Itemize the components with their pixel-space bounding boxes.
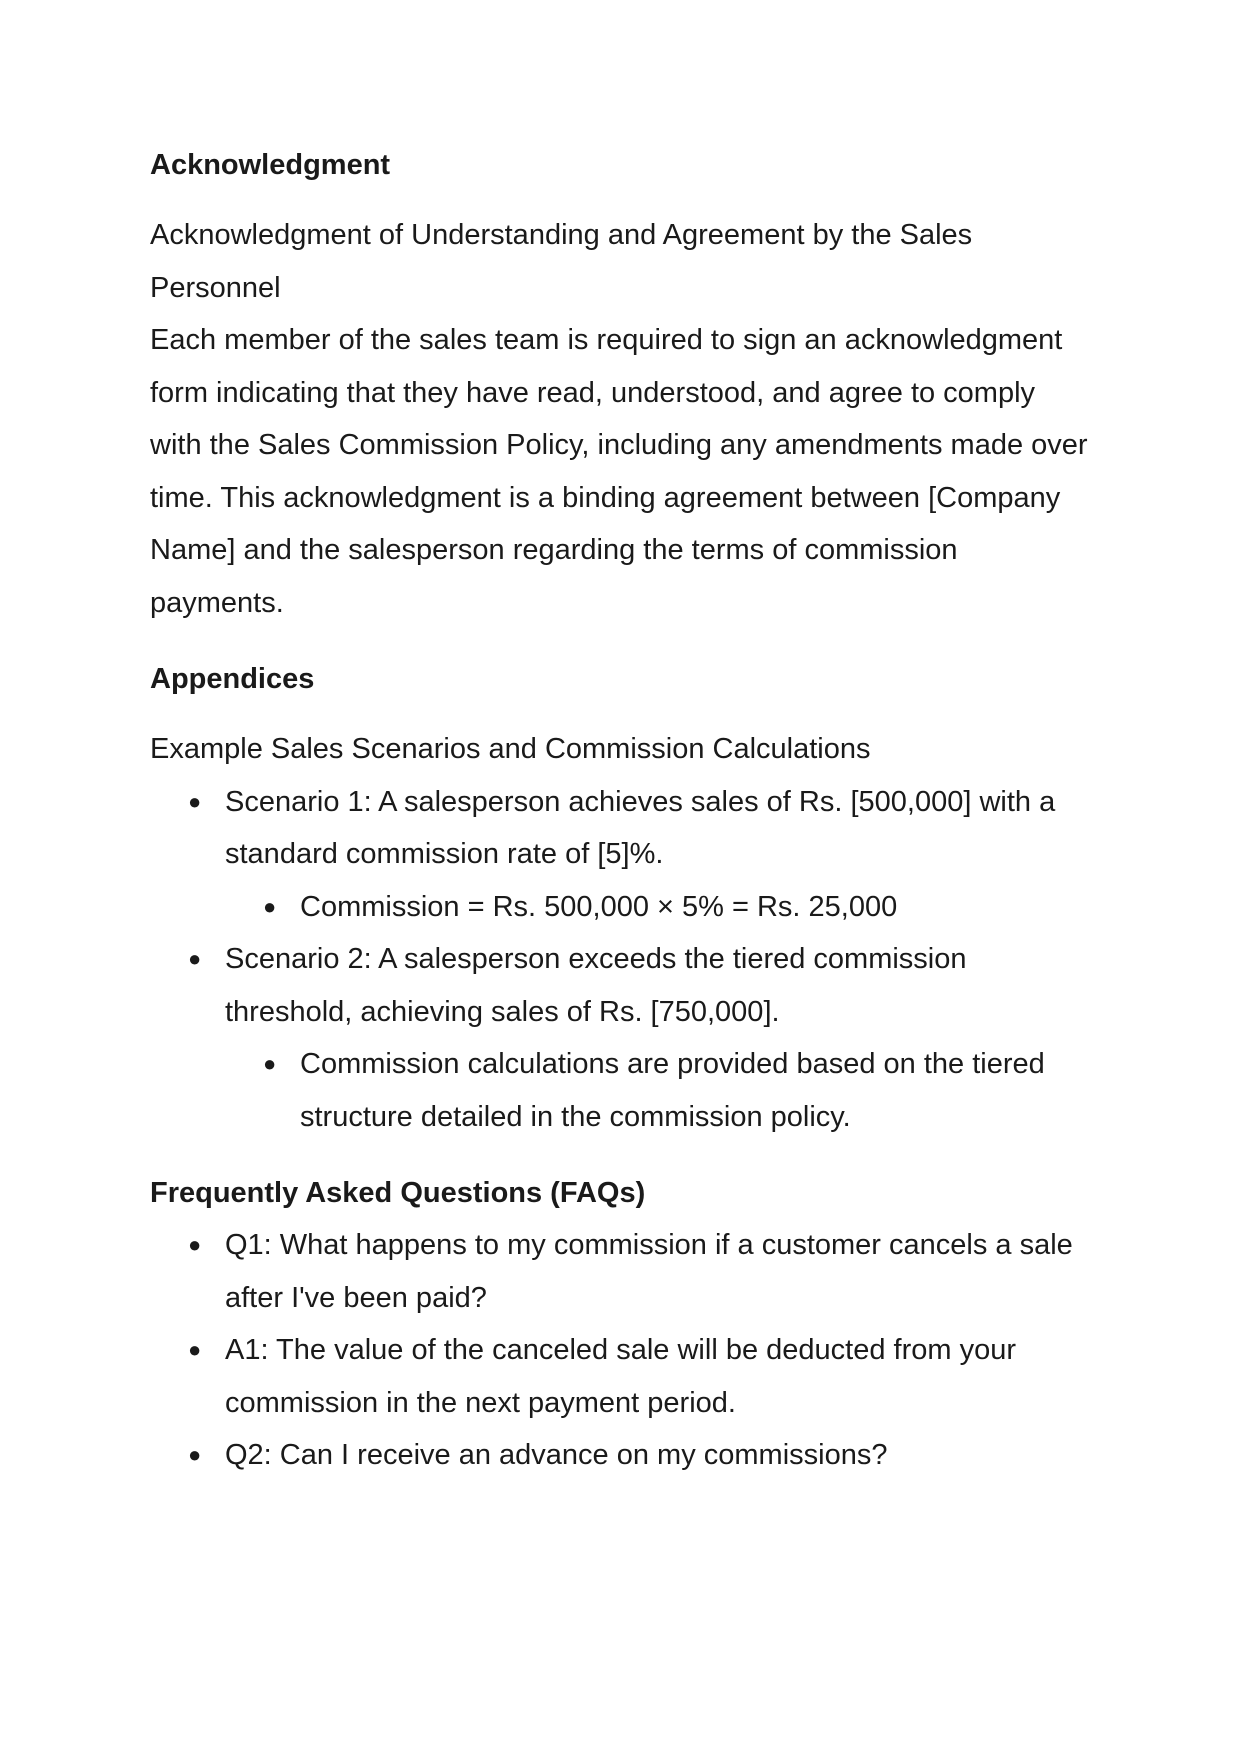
scenario-sublist (225, 881, 1090, 934)
scenario-sublist (225, 1038, 1090, 1143)
scenario-detail-text: Commission calculations are provided based on the tiered structure detailed in the commission policy. (300, 1048, 1045, 1133)
appendices-intro: Example Sales Scenarios and Commission Calculations (150, 733, 871, 765)
list-item-faq-q1 (150, 1219, 1090, 1324)
acknowledgment-body: Each member of the sales team is required to sign an acknowledgment form indicating that they have read, understood, and agree to comply with the Sales Commission Policy, including any amendments made over time. This acknowledgment is a binding agreement between [Company Name] and the salesperson regarding the terms of commission payments. (150, 324, 1088, 619)
faq-text: Q2: Can I receive an advance on my commissions? (225, 1439, 888, 1471)
acknowledgment-subtitle: Acknowledgment of Understanding and Agreement by the Sales Personnel (150, 219, 973, 304)
list-item-faq-q2 (150, 1429, 1090, 1482)
acknowledgment-heading: Acknowledgment (150, 149, 391, 181)
bullet-icon: ● (188, 788, 202, 814)
bullet-icon: ● (188, 1337, 202, 1362)
bullet-icon: ● (188, 1442, 202, 1467)
bullet-icon: ● (188, 946, 202, 971)
bullet-icon: ● (263, 1051, 277, 1076)
list-item-scenario-2-detail (225, 1038, 1090, 1143)
faqs-heading: Frequently Asked Questions (FAQs) (150, 1177, 646, 1209)
bullet-icon: ● (188, 1232, 202, 1257)
faq-text: A1: The value of the canceled sale will be deducted from your commission in the next payment period. (225, 1334, 1016, 1419)
scenario-text: Scenario 2: A salesperson exceeds the tiered commission threshold, achieving sales of Rs. [750,000]. (225, 943, 967, 1028)
list-item-scenario-1 (150, 776, 1090, 934)
list-item-scenario-2 (150, 933, 1090, 1143)
list-item-scenario-1-detail (225, 881, 1090, 934)
appendices-heading: Appendices (150, 663, 315, 695)
faq-list (150, 1219, 1090, 1482)
document-page (150, 145, 1090, 1482)
scenario-text: Scenario 1: A salesperson achieves sales of Rs. [500,000] with a standard commission rate of [5]%. (225, 785, 1056, 870)
scenario-detail-text: Commission = Rs. 500,000 × 5% = Rs. 25,000 (300, 890, 898, 923)
list-item-faq-a1 (150, 1324, 1090, 1429)
faq-text: Q1: What happens to my commission if a customer cancels a sale after I've been paid? (225, 1229, 1073, 1314)
bullet-icon: ● (263, 893, 277, 919)
scenario-list (150, 776, 1090, 1144)
